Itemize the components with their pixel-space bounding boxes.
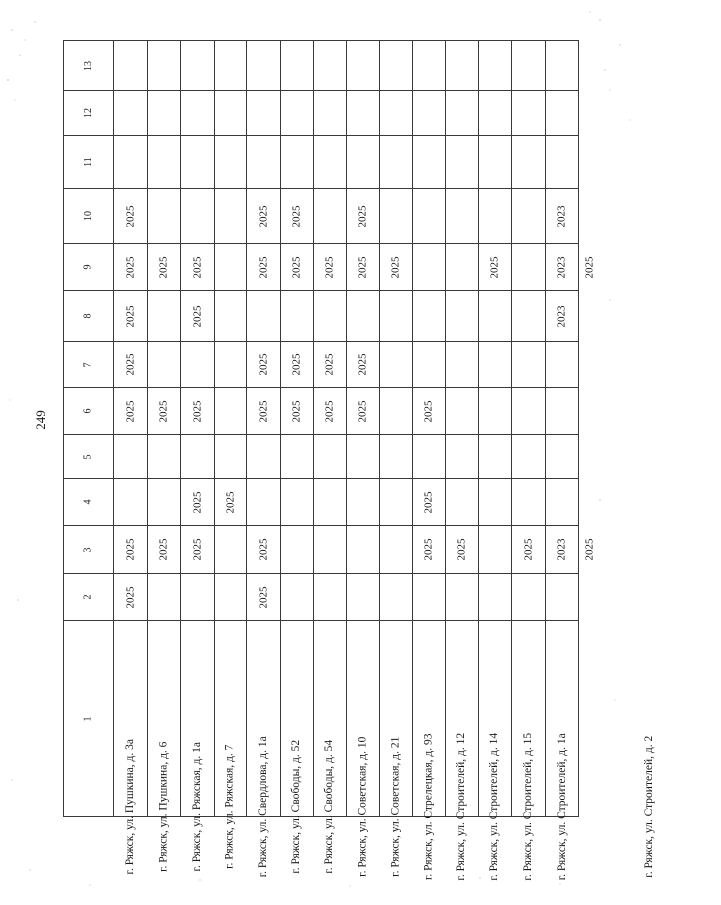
year-value bbox=[413, 388, 445, 434]
year-value-text: 2025 bbox=[323, 400, 336, 422]
column-header-text: 6 bbox=[82, 408, 94, 414]
year-value bbox=[314, 388, 346, 434]
year-value bbox=[148, 244, 180, 290]
year-value bbox=[579, 244, 601, 290]
row-address-text: г. Ряжск, ул. Свердлова, д. 1а bbox=[256, 735, 269, 877]
year-value bbox=[148, 526, 180, 573]
year-value-text: 2025 bbox=[191, 538, 203, 561]
year-value bbox=[512, 526, 545, 573]
year-value bbox=[114, 526, 147, 573]
column-header bbox=[64, 91, 113, 135]
year-value-text: 2025 bbox=[356, 400, 369, 422]
column-header bbox=[64, 435, 113, 478]
year-value-text: 2025 bbox=[522, 538, 534, 561]
row-address-text: г. Ряжск, ул. Стрелецкая, д. 93 bbox=[422, 732, 435, 880]
row-address-text: г. Ряжск, ул. Ряжская, д. 7 bbox=[223, 744, 236, 869]
year-value-text: 2025 bbox=[290, 400, 303, 422]
year-value bbox=[347, 189, 379, 243]
year-value-text: 2025 bbox=[290, 256, 303, 278]
column-header-text: 10 bbox=[82, 211, 94, 221]
year-value-text: 2025 bbox=[323, 256, 336, 278]
row-address bbox=[247, 621, 280, 877]
row-address-text: г. Ряжск, ул. Советская, д. 10 bbox=[356, 736, 369, 877]
year-value bbox=[546, 526, 578, 573]
year-value bbox=[247, 388, 280, 434]
year-value-text: 2025 bbox=[323, 353, 336, 376]
year-value bbox=[247, 189, 280, 243]
year-value-text: 2025 bbox=[191, 400, 203, 422]
year-value-text: 2025 bbox=[455, 538, 468, 561]
year-value bbox=[181, 526, 214, 573]
year-value-text: 2025 bbox=[124, 305, 136, 327]
year-value bbox=[479, 244, 511, 290]
row-address-text: г. Ряжск, ул. Пушкина, д. 3а bbox=[123, 738, 136, 874]
year-value-text: 2025 bbox=[257, 353, 269, 376]
year-value-text: 2023 bbox=[555, 305, 568, 327]
year-value bbox=[247, 526, 280, 573]
year-value-text: 2025 bbox=[422, 538, 435, 561]
year-value bbox=[281, 388, 313, 434]
year-value bbox=[281, 342, 313, 387]
year-value-text: 2025 bbox=[389, 256, 402, 278]
year-value bbox=[380, 244, 412, 290]
year-value-text: 2025 bbox=[124, 400, 136, 422]
column-header bbox=[64, 41, 113, 90]
column-header bbox=[64, 244, 113, 290]
year-value-text: 2023 bbox=[555, 205, 568, 227]
year-value-text: 2025 bbox=[488, 256, 501, 278]
year-value-text: 2025 bbox=[257, 400, 269, 422]
column-header-text: 7 bbox=[82, 362, 94, 367]
year-value bbox=[247, 342, 280, 387]
table-rule bbox=[63, 135, 579, 136]
year-value-text: 2025 bbox=[157, 256, 170, 278]
year-value-text: 2023 bbox=[555, 256, 568, 278]
row-address bbox=[314, 621, 346, 874]
row-address-text: г. Ряжск, ул. Пушкина, д. 6 bbox=[157, 741, 170, 872]
column-header-text: 11 bbox=[82, 157, 94, 167]
year-value-text: 2023 bbox=[555, 538, 568, 561]
column-header-text: 9 bbox=[82, 264, 94, 270]
year-value bbox=[181, 479, 214, 525]
year-value bbox=[114, 574, 147, 620]
year-value bbox=[215, 479, 246, 525]
year-value bbox=[546, 244, 578, 290]
row-address bbox=[479, 621, 511, 881]
row-address-text: г. Ряжск, ул. Свободы, д. 54 bbox=[323, 739, 336, 874]
table-rule bbox=[63, 40, 579, 41]
year-value bbox=[347, 342, 379, 387]
year-value bbox=[347, 388, 379, 434]
row-address-text: г. Ряжск, ул. Строителей, д. 15 bbox=[521, 732, 534, 881]
row-address bbox=[148, 621, 180, 872]
column-header bbox=[64, 291, 113, 341]
year-value-text: 2025 bbox=[583, 256, 596, 278]
column-header-text: 4 bbox=[82, 499, 94, 505]
year-value-text: 2025 bbox=[422, 400, 435, 422]
year-value-text: 2025 bbox=[191, 491, 203, 513]
year-value bbox=[114, 291, 147, 341]
year-value bbox=[114, 244, 147, 290]
year-value bbox=[281, 244, 313, 290]
year-value-text: 2025 bbox=[356, 205, 369, 227]
column-header bbox=[64, 479, 113, 525]
row-address bbox=[380, 621, 412, 877]
year-value-text: 2025 bbox=[124, 256, 136, 278]
year-value bbox=[114, 189, 147, 243]
row-address bbox=[215, 621, 246, 869]
year-value bbox=[114, 388, 147, 434]
year-value bbox=[181, 388, 214, 434]
year-value bbox=[314, 342, 346, 387]
row-address-text: г. Ряжск, ул. Свободы, д. 52 bbox=[290, 739, 303, 874]
year-value-text: 2025 bbox=[124, 353, 136, 376]
year-value bbox=[281, 189, 313, 243]
column-header-text: 1 bbox=[82, 716, 94, 721]
page-number: 249 bbox=[33, 410, 48, 430]
year-value bbox=[247, 244, 280, 290]
row-address-text: г. Ряжск, ул. Строителей, д. 12 bbox=[455, 732, 468, 881]
year-value-text: 2025 bbox=[157, 538, 170, 561]
year-value-text: 2025 bbox=[422, 491, 435, 513]
column-header bbox=[64, 574, 113, 620]
year-value-text: 2025 bbox=[224, 491, 236, 513]
year-value-text: 2025 bbox=[290, 353, 303, 376]
column-header-text: 5 bbox=[82, 454, 94, 459]
year-value-text: 2025 bbox=[257, 586, 269, 608]
row-address-text: г. Ряжск, ул. Советская, д. 21 bbox=[389, 736, 402, 877]
column-header bbox=[64, 388, 113, 434]
year-value-text: 2025 bbox=[191, 305, 203, 327]
row-address-text: г. Ряжск, ул. Строителей, д. 14 bbox=[488, 732, 501, 881]
row-address bbox=[446, 621, 478, 881]
row-address bbox=[546, 621, 578, 880]
table-rule bbox=[63, 90, 579, 91]
column-header-text: 12 bbox=[82, 108, 94, 118]
column-header-text: 3 bbox=[82, 547, 94, 552]
year-value bbox=[546, 189, 578, 243]
year-value-text: 2025 bbox=[257, 538, 269, 561]
row-address-text: г. Ряжск, ул. Строителей, д. 2 bbox=[643, 735, 656, 878]
year-value-text: 2025 bbox=[356, 353, 369, 376]
year-value-text: 2025 bbox=[124, 538, 136, 561]
year-value bbox=[247, 574, 280, 620]
year-value bbox=[114, 342, 147, 387]
year-value bbox=[314, 244, 346, 290]
column-header bbox=[64, 189, 113, 243]
table-rule bbox=[63, 816, 579, 817]
year-value-text: 2025 bbox=[583, 538, 596, 561]
year-value-text: 2025 bbox=[191, 256, 203, 278]
column-header bbox=[64, 621, 113, 816]
year-value bbox=[413, 479, 445, 525]
year-value-text: 2025 bbox=[290, 205, 303, 227]
row-address-text: г. Ряжск, ул. Ряжская, д. 1а bbox=[190, 741, 203, 871]
row-address-text: г. Ряжск, ул. Строителей, д. 1а bbox=[555, 732, 568, 880]
year-value bbox=[148, 388, 180, 434]
row-address bbox=[579, 621, 721, 878]
column-header-text: 2 bbox=[82, 594, 94, 600]
column-header-text: 8 bbox=[82, 313, 94, 319]
row-address bbox=[413, 621, 445, 880]
row-address bbox=[512, 621, 545, 881]
year-value-text: 2025 bbox=[124, 586, 136, 608]
year-value bbox=[347, 244, 379, 290]
year-value bbox=[446, 526, 478, 573]
year-value bbox=[181, 291, 214, 341]
year-value-text: 2025 bbox=[157, 400, 170, 422]
column-header bbox=[64, 342, 113, 387]
year-value-text: 2025 bbox=[356, 256, 369, 278]
column-header bbox=[64, 136, 113, 188]
year-value bbox=[579, 526, 601, 573]
row-address bbox=[181, 621, 214, 871]
column-header-text: 13 bbox=[82, 60, 94, 71]
table-rule bbox=[63, 478, 579, 479]
year-value-text: 2025 bbox=[257, 205, 269, 227]
year-value-text: 2025 bbox=[124, 205, 136, 227]
year-value bbox=[181, 244, 214, 290]
year-value-text: 2025 bbox=[257, 256, 269, 278]
column-header bbox=[64, 526, 113, 573]
row-address bbox=[114, 621, 147, 874]
year-value bbox=[546, 291, 578, 341]
year-value bbox=[413, 526, 445, 573]
row-address bbox=[347, 621, 379, 877]
table-rule bbox=[63, 434, 579, 435]
row-address bbox=[281, 621, 313, 874]
